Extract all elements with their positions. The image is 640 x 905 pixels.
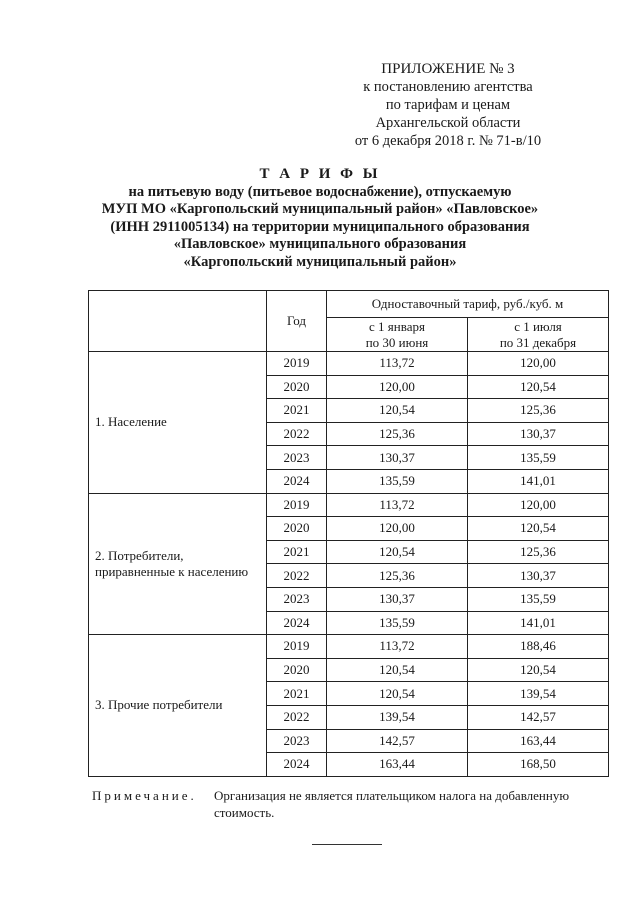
- year-cell: 2024: [267, 469, 327, 493]
- tariff-h1-cell: 142,57: [327, 729, 468, 753]
- year-cell: 2021: [267, 682, 327, 706]
- category-cell: [89, 352, 267, 494]
- appendix-line: Архангельской области: [375, 115, 521, 131]
- tariff-h1-cell: 135,59: [327, 469, 468, 493]
- year-cell: 2019: [267, 493, 327, 517]
- title-line: МУП МО «Каргопольский муниципальный район» «Павловское»: [101, 201, 539, 217]
- note-text-continued: стоимость.: [214, 805, 275, 820]
- category-cell: [89, 635, 267, 777]
- period1-line1: с 1 января: [369, 318, 425, 334]
- year-cell: 2019: [267, 635, 327, 659]
- tariff-h2-cell: 125,36: [468, 399, 609, 423]
- year-header: Год: [267, 291, 327, 352]
- table-row: [89, 635, 609, 659]
- table-row: [89, 352, 609, 376]
- tariff-table-body: [89, 352, 609, 777]
- tariff-h1-cell: 113,72: [327, 635, 468, 659]
- tariff-h1-cell: 135,59: [327, 611, 468, 635]
- appendix-line: по тарифам и ценам: [385, 97, 511, 113]
- tariff-h1-cell: 113,72: [327, 352, 468, 376]
- year-cell: 2019: [267, 352, 327, 376]
- document-title: [60, 166, 580, 271]
- note-label: Примечание.: [92, 788, 197, 803]
- year-cell: 2022: [267, 564, 327, 588]
- tariff-h1-cell: 120,54: [327, 399, 468, 423]
- category-label: 2. Потребители,: [95, 547, 184, 563]
- tariff-h2-cell: 141,01: [468, 469, 609, 493]
- appendix-line: к постановлению агентства: [363, 79, 533, 95]
- year-cell: 2021: [267, 399, 327, 423]
- tariff-table: [88, 290, 609, 777]
- footer-divider: [312, 844, 382, 845]
- period2-line2: по 31 декабря: [499, 334, 577, 350]
- tariff-h2-cell: 168,50: [468, 753, 609, 777]
- tariff-h2-cell: 142,57: [468, 705, 609, 729]
- appendix-block: [328, 60, 568, 150]
- tariff-h2-cell: 125,36: [468, 540, 609, 564]
- period1-header: [327, 318, 468, 352]
- year-cell: 2023: [267, 446, 327, 470]
- year-cell: 2022: [267, 705, 327, 729]
- title-heading: Т А Р И Ф Ы: [259, 166, 381, 182]
- period2-header: [468, 318, 609, 352]
- tariff-h2-cell: 130,37: [468, 422, 609, 446]
- category-label: 3. Прочие потребители: [95, 697, 223, 713]
- category-cell: [89, 493, 267, 635]
- year-cell: 2023: [267, 587, 327, 611]
- table-row: [89, 493, 609, 517]
- tariff-h2-cell: 130,37: [468, 564, 609, 588]
- tariff-h1-cell: 113,72: [327, 493, 468, 517]
- tariff-h2-cell: 188,46: [468, 635, 609, 659]
- tariff-h2-cell: 120,00: [468, 352, 609, 376]
- title-line: «Каргопольский муниципальный район»: [183, 253, 457, 270]
- appendix-date-line: от 6 декабря 2018 г. № 71-в/10: [354, 133, 542, 149]
- tariff-h1-cell: 139,54: [327, 705, 468, 729]
- category-label: 1. Население: [95, 414, 167, 430]
- tariff-h2-cell: 120,54: [468, 658, 609, 682]
- tariff-h1-cell: 120,54: [327, 658, 468, 682]
- year-cell: 2024: [267, 753, 327, 777]
- tariff-h1-cell: 163,44: [327, 753, 468, 777]
- category-header-cell: [89, 291, 267, 352]
- tariff-h1-cell: 120,54: [327, 540, 468, 564]
- tariff-h2-cell: 163,44: [468, 729, 609, 753]
- year-cell: 2021: [267, 540, 327, 564]
- note-block: [92, 787, 602, 821]
- tariff-h2-cell: 139,54: [468, 682, 609, 706]
- title-line: «Павловское» муниципального образования: [173, 236, 467, 252]
- tariff-h1-cell: 125,36: [327, 564, 468, 588]
- tariff-h2-cell: 120,54: [468, 517, 609, 541]
- year-cell: 2024: [267, 611, 327, 635]
- tariff-h2-cell: 135,59: [468, 587, 609, 611]
- year-cell: 2020: [267, 517, 327, 541]
- tariff-h1-cell: 125,36: [327, 422, 468, 446]
- note-text: Организация не является плательщиком налога на добавленную: [214, 788, 570, 803]
- year-cell: 2023: [267, 729, 327, 753]
- tariff-h2-cell: 141,01: [468, 611, 609, 635]
- period1-line2: по 30 июня: [365, 334, 429, 350]
- tariff-h1-cell: 120,54: [327, 682, 468, 706]
- year-cell: 2022: [267, 422, 327, 446]
- year-cell: 2020: [267, 658, 327, 682]
- appendix-title: ПРИЛОЖЕНИЕ № 3: [381, 61, 515, 77]
- tariff-h1-cell: 130,37: [327, 446, 468, 470]
- year-cell: 2020: [267, 375, 327, 399]
- tariff-header: Одноставочный тариф, руб./куб. м: [327, 291, 609, 318]
- tariff-h1-cell: 120,00: [327, 375, 468, 399]
- period2-line1: с 1 июля: [514, 318, 562, 334]
- tariff-h1-cell: 120,00: [327, 517, 468, 541]
- category-label-continued: приравненные к населению: [95, 563, 249, 579]
- title-line: на питьевую воду (питьевое водоснабжение), отпускаемую: [128, 183, 512, 200]
- tariff-h2-cell: 120,00: [468, 493, 609, 517]
- tariff-h1-cell: 130,37: [327, 587, 468, 611]
- tariff-h2-cell: 135,59: [468, 446, 609, 470]
- title-line: (ИНН 2911005134) на территории муниципального образования: [110, 218, 530, 235]
- tariff-h2-cell: 120,54: [468, 375, 609, 399]
